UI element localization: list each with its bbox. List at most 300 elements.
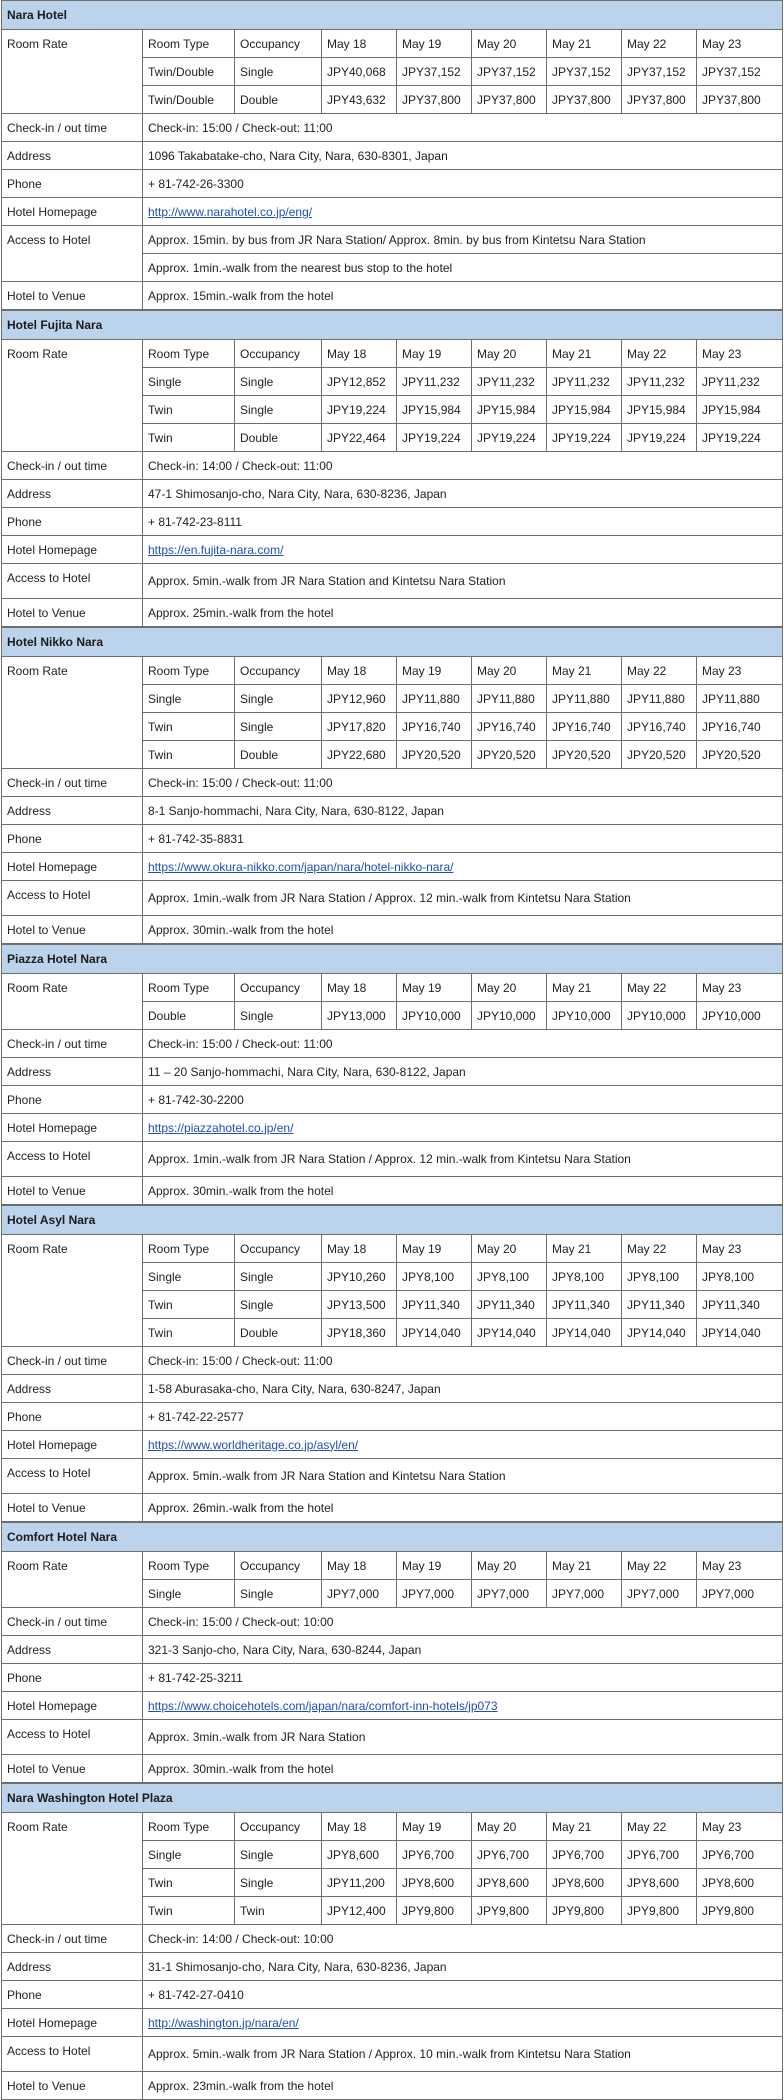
rate-price: JPY11,232: [547, 368, 622, 396]
occupancy: Double: [235, 1319, 322, 1347]
date-header: May 22: [622, 1235, 697, 1263]
rate-price: JPY16,740: [697, 713, 783, 741]
rate-price: JPY10,000: [472, 1002, 547, 1030]
address-row: [2, 480, 783, 508]
occupancy: Single: [235, 1002, 322, 1030]
access-label: Access to Hotel: [2, 564, 143, 599]
room-rate-header-row: [2, 974, 783, 1002]
date-header: May 18: [322, 1235, 397, 1263]
access-value: Approx. 5min.-walk from JR Nara Station and Kintetsu Nara Station: [143, 564, 783, 599]
room-type: Twin: [143, 1869, 235, 1897]
homepage-cell: [143, 536, 783, 564]
access-label: Access to Hotel: [2, 1142, 143, 1177]
rate-price: JPY8,600: [322, 1841, 397, 1869]
room-rate-header-row: [2, 1235, 783, 1263]
phone-value: + 81-742-30-2200: [143, 1086, 783, 1114]
rate-price: JPY9,800: [397, 1897, 472, 1925]
date-header: May 20: [472, 657, 547, 685]
date-header: May 21: [547, 657, 622, 685]
access-row: [2, 1459, 783, 1494]
rate-price: JPY37,800: [697, 86, 783, 114]
room-type-header: Room Type: [143, 1235, 235, 1263]
date-header: May 20: [472, 1235, 547, 1263]
homepage-label: Hotel Homepage: [2, 198, 143, 226]
date-header: May 23: [697, 974, 783, 1002]
rate-price: JPY8,600: [472, 1869, 547, 1897]
access-value: Approx. 1min.-walk from JR Nara Station / Approx. 12 min.-walk from Kintetsu Nara Station: [143, 1142, 783, 1177]
rate-price: JPY8,100: [697, 1263, 783, 1291]
date-header: May 18: [322, 30, 397, 58]
rate-price: JPY10,260: [322, 1263, 397, 1291]
rate-price: JPY6,700: [622, 1841, 697, 1869]
homepage-link[interactable]: https://www.choicehotels.com/japan/nara/comfort-inn-hotels/jp073: [148, 1698, 498, 1713]
room-rate-header-row: [2, 1813, 783, 1841]
venue-value: Approx. 26min.-walk from the hotel: [143, 1494, 783, 1522]
homepage-row: [2, 1431, 783, 1459]
rate-price: JPY16,740: [472, 713, 547, 741]
date-header: May 23: [697, 1235, 783, 1263]
rate-price: JPY11,880: [397, 685, 472, 713]
hotel-name: Nara Washington Hotel Plaza: [2, 1784, 783, 1813]
room-rate-header-row: [2, 657, 783, 685]
access-value: Approx. 3min.-walk from JR Nara Station: [143, 1720, 783, 1755]
rate-price: JPY40,068: [322, 58, 397, 86]
date-header: May 21: [547, 30, 622, 58]
venue-label: Hotel to Venue: [2, 1755, 143, 1783]
date-header: May 22: [622, 1813, 697, 1841]
rate-price: JPY14,040: [397, 1319, 472, 1347]
rate-price: JPY12,400: [322, 1897, 397, 1925]
checkin-label: Check-in / out time: [2, 1347, 143, 1375]
occupancy-header: Occupancy: [235, 1235, 322, 1263]
access-label: Access to Hotel: [2, 881, 143, 916]
hotel-header-row: [2, 1, 783, 30]
venue-row: [2, 1755, 783, 1783]
venue-value: Approx. 30min.-walk from the hotel: [143, 1177, 783, 1205]
occupancy: Double: [235, 86, 322, 114]
address-label: Address: [2, 1953, 143, 1981]
rate-price: JPY8,100: [622, 1263, 697, 1291]
rate-price: JPY7,000: [397, 1580, 472, 1608]
hotel-header-row: [2, 1784, 783, 1813]
venue-row: [2, 2072, 783, 2100]
occupancy: Double: [235, 424, 322, 452]
rate-price: JPY6,700: [397, 1841, 472, 1869]
address-label: Address: [2, 1636, 143, 1664]
rate-price: JPY15,984: [472, 396, 547, 424]
room-type: Single: [143, 1580, 235, 1608]
date-header: May 21: [547, 1813, 622, 1841]
rate-price: JPY37,152: [697, 58, 783, 86]
checkin-row: [2, 1925, 783, 1953]
checkin-row: [2, 769, 783, 797]
occupancy: Single: [235, 685, 322, 713]
rate-price: JPY11,880: [697, 685, 783, 713]
room-type: Twin: [143, 396, 235, 424]
venue-value: Approx. 25min.-walk from the hotel: [143, 599, 783, 627]
rate-price: JPY19,224: [322, 396, 397, 424]
occupancy: Single: [235, 396, 322, 424]
phone-row: [2, 1086, 783, 1114]
rate-price: JPY11,340: [472, 1291, 547, 1319]
access-label: Access to Hotel: [2, 1720, 143, 1755]
homepage-label: Hotel Homepage: [2, 1431, 143, 1459]
phone-label: Phone: [2, 1664, 143, 1692]
address-label: Address: [2, 480, 143, 508]
checkin-value: Check-in: 14:00 / Check-out: 10:00: [143, 1925, 783, 1953]
rate-price: JPY11,340: [697, 1291, 783, 1319]
checkin-label: Check-in / out time: [2, 452, 143, 480]
rate-price: JPY11,232: [397, 368, 472, 396]
date-header: May 22: [622, 657, 697, 685]
address-row: [2, 1058, 783, 1086]
venue-value: Approx. 30min.-walk from the hotel: [143, 1755, 783, 1783]
room-type-header: Room Type: [143, 30, 235, 58]
rate-price: JPY20,520: [472, 741, 547, 769]
homepage-label: Hotel Homepage: [2, 1692, 143, 1720]
rate-price: JPY8,600: [697, 1869, 783, 1897]
room-type: Twin: [143, 1291, 235, 1319]
rate-price: JPY19,224: [697, 424, 783, 452]
phone-row: [2, 170, 783, 198]
rate-price: JPY14,040: [547, 1319, 622, 1347]
homepage-link[interactable]: https://www.okura-nikko.com/japan/nara/hotel-nikko-nara/: [148, 859, 454, 874]
venue-label: Hotel to Venue: [2, 282, 143, 310]
date-header: May 18: [322, 1552, 397, 1580]
rate-price: JPY11,880: [622, 685, 697, 713]
checkin-label: Check-in / out time: [2, 1608, 143, 1636]
rate-price: JPY15,984: [397, 396, 472, 424]
checkin-value: Check-in: 15:00 / Check-out: 11:00: [143, 1347, 783, 1375]
phone-value: + 81-742-27-0410: [143, 1981, 783, 2009]
rate-price: JPY6,700: [697, 1841, 783, 1869]
rate-price: JPY9,800: [472, 1897, 547, 1925]
rate-price: JPY7,000: [547, 1580, 622, 1608]
rate-price: JPY8,600: [397, 1869, 472, 1897]
hotel-name: Hotel Nikko Nara: [2, 628, 783, 657]
room-type: Single: [143, 1841, 235, 1869]
room-type: Single: [143, 685, 235, 713]
hotel-header-row: [2, 1523, 783, 1552]
venue-row: [2, 599, 783, 627]
checkin-row: [2, 452, 783, 480]
homepage-row: [2, 1692, 783, 1720]
date-header: May 20: [472, 974, 547, 1002]
date-header: May 22: [622, 340, 697, 368]
occupancy-header: Occupancy: [235, 1552, 322, 1580]
rate-price: JPY9,800: [547, 1897, 622, 1925]
hotel-list: [1, 0, 782, 2100]
room-rate-label: Room Rate: [2, 1552, 143, 1608]
occupancy: Single: [235, 368, 322, 396]
date-header: May 23: [697, 1813, 783, 1841]
rate-price: JPY15,984: [622, 396, 697, 424]
room-rate-header-row: [2, 30, 783, 58]
rate-price: JPY12,960: [322, 685, 397, 713]
rate-price: JPY20,520: [697, 741, 783, 769]
access-row: [2, 2037, 783, 2072]
rate-price: JPY8,100: [547, 1263, 622, 1291]
occupancy: Single: [235, 713, 322, 741]
date-header: May 18: [322, 974, 397, 1002]
access-row: [2, 1142, 783, 1177]
homepage-cell: [143, 198, 783, 226]
hotel-header-row: [2, 628, 783, 657]
rate-price: JPY10,000: [397, 1002, 472, 1030]
venue-value: Approx. 23min.-walk from the hotel: [143, 2072, 783, 2100]
hotel-table: [1, 627, 783, 944]
rate-price: JPY16,740: [547, 713, 622, 741]
venue-row: [2, 282, 783, 310]
rate-price: JPY9,800: [697, 1897, 783, 1925]
rate-price: JPY18,360: [322, 1319, 397, 1347]
occupancy: Double: [235, 741, 322, 769]
hotel-name: Hotel Fujita Nara: [2, 311, 783, 340]
room-type-header: Room Type: [143, 1813, 235, 1841]
address-row: [2, 1636, 783, 1664]
hotel-table: [1, 1783, 783, 2100]
room-type: Double: [143, 1002, 235, 1030]
rate-price: JPY11,232: [697, 368, 783, 396]
room-type-header: Room Type: [143, 657, 235, 685]
phone-label: Phone: [2, 1403, 143, 1431]
phone-row: [2, 1664, 783, 1692]
address-label: Address: [2, 1375, 143, 1403]
occupancy-header: Occupancy: [235, 1813, 322, 1841]
venue-value: Approx. 15min.-walk from the hotel: [143, 282, 783, 310]
venue-row: [2, 916, 783, 944]
phone-label: Phone: [2, 825, 143, 853]
date-header: May 21: [547, 1235, 622, 1263]
room-type: Twin: [143, 713, 235, 741]
room-type-header: Room Type: [143, 340, 235, 368]
homepage-link[interactable]: https://piazzahotel.co.jp/en/: [148, 1120, 294, 1135]
venue-label: Hotel to Venue: [2, 599, 143, 627]
address-value: 321-3 Sanjo-cho, Nara City, Nara, 630-8244, Japan: [143, 1636, 783, 1664]
rate-price: JPY19,224: [622, 424, 697, 452]
hotel-name: Nara Hotel: [2, 1, 783, 30]
rate-price: JPY43,632: [322, 86, 397, 114]
phone-row: [2, 1403, 783, 1431]
date-header: May 19: [397, 340, 472, 368]
access-row: [2, 226, 783, 254]
room-type: Twin/Double: [143, 86, 235, 114]
date-header: May 22: [622, 974, 697, 1002]
rate-price: JPY11,232: [472, 368, 547, 396]
homepage-link[interactable]: http://washington.jp/nara/en/: [148, 2015, 299, 2030]
date-header: May 18: [322, 340, 397, 368]
rate-price: JPY6,700: [472, 1841, 547, 1869]
hotel-name: Comfort Hotel Nara: [2, 1523, 783, 1552]
occupancy-header: Occupancy: [235, 30, 322, 58]
access-value: Approx. 5min.-walk from JR Nara Station / Approx. 10 min.-walk from Kintetsu Nara Station: [143, 2037, 783, 2072]
address-row: [2, 142, 783, 170]
homepage-link[interactable]: http://www.narahotel.co.jp/eng/: [148, 204, 313, 219]
rate-price: JPY7,000: [322, 1580, 397, 1608]
date-header: May 19: [397, 974, 472, 1002]
date-header: May 21: [547, 340, 622, 368]
rate-price: JPY37,152: [472, 58, 547, 86]
address-value: 8-1 Sanjo-hommachi, Nara City, Nara, 630-8122, Japan: [143, 797, 783, 825]
address-row: [2, 1375, 783, 1403]
phone-label: Phone: [2, 1981, 143, 2009]
occupancy: Single: [235, 58, 322, 86]
venue-row: [2, 1177, 783, 1205]
hotel-header-row: [2, 311, 783, 340]
venue-label: Hotel to Venue: [2, 1177, 143, 1205]
rate-price: JPY11,880: [472, 685, 547, 713]
hotel-header-row: [2, 1206, 783, 1235]
homepage-cell: [143, 1692, 783, 1720]
phone-row: [2, 1981, 783, 2009]
room-type: Single: [143, 1263, 235, 1291]
rate-price: JPY19,224: [472, 424, 547, 452]
rate-price: JPY16,740: [397, 713, 472, 741]
phone-label: Phone: [2, 170, 143, 198]
date-header: May 23: [697, 340, 783, 368]
date-header: May 23: [697, 657, 783, 685]
hotel-table: [1, 1522, 783, 1783]
rate-price: JPY22,680: [322, 741, 397, 769]
hotel-name: Piazza Hotel Nara: [2, 945, 783, 974]
phone-row: [2, 825, 783, 853]
access-row: [2, 1720, 783, 1755]
date-header: May 22: [622, 30, 697, 58]
address-value: 31-1 Shimosanjo-cho, Nara City, Nara, 630-8236, Japan: [143, 1953, 783, 1981]
room-type: Twin: [143, 424, 235, 452]
rate-price: JPY7,000: [622, 1580, 697, 1608]
rate-price: JPY6,700: [547, 1841, 622, 1869]
occupancy-header: Occupancy: [235, 974, 322, 1002]
address-row: [2, 1953, 783, 1981]
access-row: [2, 564, 783, 599]
room-type-header: Room Type: [143, 1552, 235, 1580]
address-label: Address: [2, 797, 143, 825]
rate-price: JPY13,000: [322, 1002, 397, 1030]
homepage-label: Hotel Homepage: [2, 536, 143, 564]
date-header: May 21: [547, 1552, 622, 1580]
venue-row: [2, 1494, 783, 1522]
homepage-cell: [143, 1431, 783, 1459]
homepage-row: [2, 853, 783, 881]
homepage-row: [2, 2009, 783, 2037]
date-header: May 19: [397, 657, 472, 685]
homepage-row: [2, 1114, 783, 1142]
access-label: Access to Hotel: [2, 1459, 143, 1494]
rate-price: JPY10,000: [622, 1002, 697, 1030]
rate-price: JPY17,820: [322, 713, 397, 741]
rate-price: JPY37,152: [622, 58, 697, 86]
rate-price: JPY37,152: [547, 58, 622, 86]
date-header: May 18: [322, 657, 397, 685]
room-type: Twin: [143, 741, 235, 769]
access-row: [2, 881, 783, 916]
homepage-cell: [143, 2009, 783, 2037]
hotel-name: Hotel Asyl Nara: [2, 1206, 783, 1235]
hotel-table: [1, 0, 783, 310]
phone-value: + 81-742-26-3300: [143, 170, 783, 198]
venue-label: Hotel to Venue: [2, 2072, 143, 2100]
rate-price: JPY19,224: [397, 424, 472, 452]
venue-label: Hotel to Venue: [2, 1494, 143, 1522]
room-type: Twin: [143, 1897, 235, 1925]
room-rate-label: Room Rate: [2, 30, 143, 114]
access-value: Approx. 15min. by bus from JR Nara Station/ Approx. 8min. by bus from Kintetsu Nara Station: [143, 226, 783, 254]
address-value: 11 – 20 Sanjo-hommachi, Nara City, Nara, 630-8122, Japan: [143, 1058, 783, 1086]
room-rate-header-row: [2, 340, 783, 368]
address-row: [2, 797, 783, 825]
access-label: Access to Hotel: [2, 226, 143, 282]
address-label: Address: [2, 142, 143, 170]
occupancy-header: Occupancy: [235, 657, 322, 685]
checkin-value: Check-in: 15:00 / Check-out: 11:00: [143, 1030, 783, 1058]
homepage-label: Hotel Homepage: [2, 2009, 143, 2037]
checkin-value: Check-in: 15:00 / Check-out: 11:00: [143, 769, 783, 797]
rate-price: JPY11,340: [547, 1291, 622, 1319]
rate-price: JPY20,520: [547, 741, 622, 769]
phone-value: + 81-742-25-3211: [143, 1664, 783, 1692]
rate-price: JPY7,000: [697, 1580, 783, 1608]
date-header: May 23: [697, 1552, 783, 1580]
hotel-header-row: [2, 945, 783, 974]
rate-price: JPY8,600: [547, 1869, 622, 1897]
hotel-table: [1, 1205, 783, 1522]
rate-price: JPY9,800: [622, 1897, 697, 1925]
room-rate-label: Room Rate: [2, 657, 143, 769]
rate-price: JPY20,520: [622, 741, 697, 769]
occupancy-header: Occupancy: [235, 340, 322, 368]
rate-price: JPY11,340: [622, 1291, 697, 1319]
rate-price: JPY37,152: [397, 58, 472, 86]
rate-price: JPY37,800: [397, 86, 472, 114]
phone-row: [2, 508, 783, 536]
room-rate-label: Room Rate: [2, 1235, 143, 1347]
occupancy: Single: [235, 1291, 322, 1319]
address-value: 1-58 Aburasaka-cho, Nara City, Nara, 630-8247, Japan: [143, 1375, 783, 1403]
room-type: Twin/Double: [143, 58, 235, 86]
occupancy: Single: [235, 1580, 322, 1608]
rate-price: JPY10,000: [697, 1002, 783, 1030]
rate-price: JPY37,800: [547, 86, 622, 114]
access-value: Approx. 1min.-walk from JR Nara Station / Approx. 12 min.-walk from Kintetsu Nara Station: [143, 881, 783, 916]
checkin-row: [2, 1347, 783, 1375]
homepage-link[interactable]: https://www.worldheritage.co.jp/asyl/en/: [148, 1437, 359, 1452]
room-rate-label: Room Rate: [2, 1813, 143, 1925]
hotel-table: [1, 944, 783, 1205]
room-rate-header-row: [2, 1552, 783, 1580]
date-header: May 20: [472, 1552, 547, 1580]
homepage-link[interactable]: https://en.fujita-nara.com/: [148, 542, 284, 557]
phone-label: Phone: [2, 1086, 143, 1114]
hotel-table: [1, 310, 783, 627]
occupancy: Twin: [235, 1897, 322, 1925]
checkin-label: Check-in / out time: [2, 114, 143, 142]
checkin-row: [2, 1608, 783, 1636]
rate-price: JPY15,984: [547, 396, 622, 424]
checkin-value: Check-in: 14:00 / Check-out: 11:00: [143, 452, 783, 480]
rate-price: JPY16,740: [622, 713, 697, 741]
date-header: May 19: [397, 1235, 472, 1263]
phone-label: Phone: [2, 508, 143, 536]
rate-price: JPY14,040: [697, 1319, 783, 1347]
access-label: Access to Hotel: [2, 2037, 143, 2072]
rate-price: JPY11,340: [397, 1291, 472, 1319]
rate-price: JPY22,464: [322, 424, 397, 452]
date-header: May 20: [472, 340, 547, 368]
rate-price: JPY37,800: [472, 86, 547, 114]
rate-price: JPY13,500: [322, 1291, 397, 1319]
checkin-row: [2, 1030, 783, 1058]
